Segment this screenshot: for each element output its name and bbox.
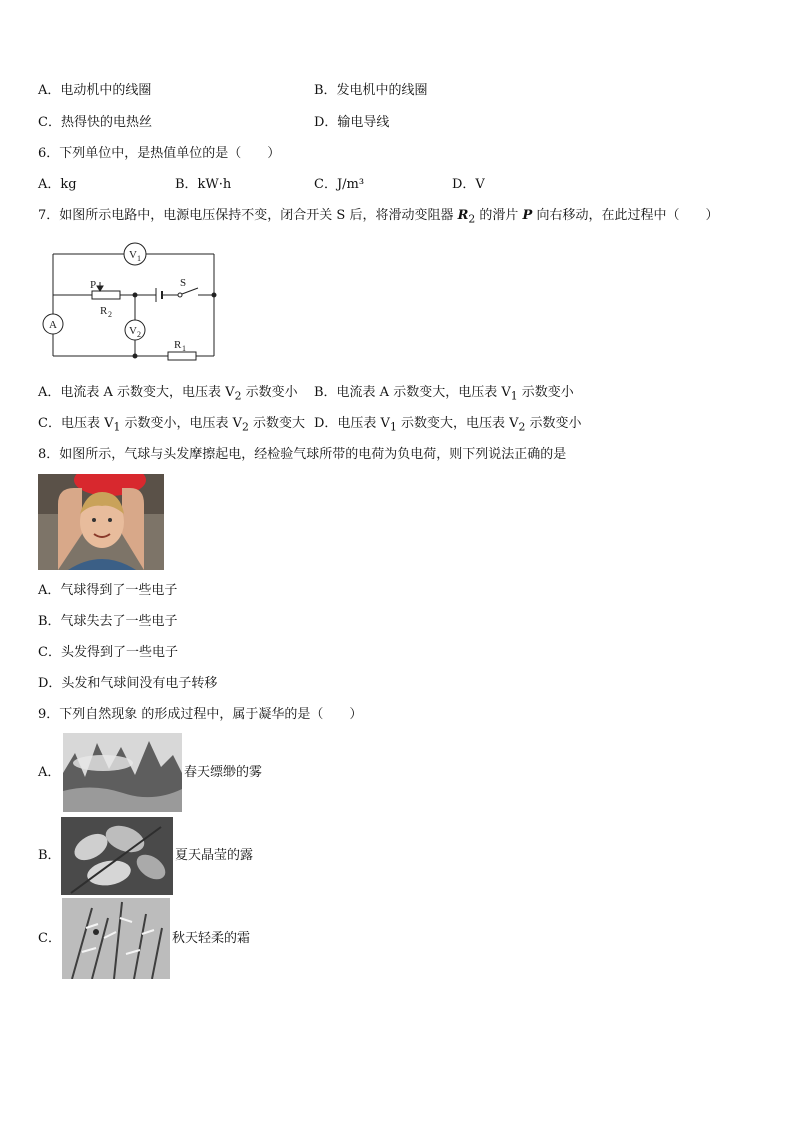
q7-option-a-sub: 2 <box>234 389 242 403</box>
v1-label: V <box>129 249 137 261</box>
q7-option-c-sub-1: 1 <box>113 420 121 434</box>
slider-arrow-icon <box>97 286 103 291</box>
bud-icon <box>93 929 99 935</box>
q7-option-c-part-2: 示数变小，电压表 V <box>120 416 243 431</box>
resistor-r1 <box>168 352 196 360</box>
q7-option-b-sub: 1 <box>510 389 518 403</box>
q5-option-a: A．电动机中的线圈 <box>38 83 152 98</box>
q7-option-b-part-2: 示数变小 <box>517 385 574 400</box>
q7-option-a-part-2: 示数变小 <box>241 385 298 400</box>
junction-right <box>212 293 216 297</box>
q9-option-a-letter: A． <box>38 765 61 780</box>
q7-stem-r: R <box>457 208 469 223</box>
r1-label: R <box>174 339 182 351</box>
q7-option-d-sub-2: 2 <box>518 420 526 434</box>
q9-option-c-text: 秋天轻柔的霜 <box>172 931 251 946</box>
right-eye-icon <box>108 518 112 522</box>
r1-label-sub: 1 <box>182 344 186 353</box>
q7-stem-r-sub: 2 <box>468 212 476 226</box>
q5-option-d: D．输电导线 <box>314 115 390 130</box>
q7-option-c <box>38 415 305 437</box>
q9-option-c-letter: C． <box>38 931 61 946</box>
q6-option-d: D．V <box>452 177 485 192</box>
q9-fog-photo <box>63 733 182 812</box>
ammeter-label: A <box>49 319 57 331</box>
q7-option-c-sub-2: 2 <box>242 420 249 434</box>
q7-option-b-part-1: B．电流表 A 示数变大，电压表 V <box>314 385 511 400</box>
q5-option-b: B．发电机中的线圈 <box>314 83 428 98</box>
q7-option-a-part-1: A．电流表 A 示数变大，电压表 V <box>38 385 235 400</box>
q8-option-d: D．头发和气球间没有电子转移 <box>38 676 218 691</box>
r2-label: R <box>100 305 108 317</box>
switch-pivot <box>178 293 182 297</box>
q7-stem-part-1: 7．如图所示电路中，电源电压保持不变，闭合开关 S 后，将滑动变阻器 <box>38 208 458 223</box>
left-eye-icon <box>92 518 96 522</box>
q8-option-b: B．气球失去了一些电子 <box>38 614 178 629</box>
q9-option-b-text: 夏天晶莹的露 <box>175 848 254 863</box>
q7-option-d-part-2: 示数变大，电压表 V <box>396 416 519 431</box>
q6-option-b: B．kW·h <box>175 177 232 192</box>
q7-option-b <box>314 384 574 406</box>
q7-option-c-part-1: C．电压表 V <box>38 416 114 431</box>
q6-option-a: A．kg <box>38 177 77 192</box>
q5-option-c: C．热得快的电热丝 <box>38 115 152 130</box>
q8-option-c: C．头发得到了一些电子 <box>38 645 178 660</box>
resistor-r2 <box>92 291 120 299</box>
q9-frost-photo <box>62 898 170 979</box>
junction-bottom <box>133 354 137 358</box>
q7-stem-p: P <box>522 208 533 223</box>
r2-label-sub: 2 <box>108 310 112 319</box>
q9-stem: 9．下列自然现象 的形成过程中，属于凝华的是（ ） <box>38 707 363 722</box>
q7-stem <box>38 207 718 229</box>
switch-label: S <box>180 277 187 289</box>
slider-label: P <box>90 279 97 291</box>
q9-dew-photo <box>61 817 173 895</box>
q8-option-a: A．气球得到了一些电子 <box>38 583 178 598</box>
v2-label-sub: 2 <box>137 330 141 339</box>
q7-stem-part-3: 向右移动，在此过程中（ ） <box>532 208 719 223</box>
q7-option-c-part-3: 示数变大 <box>248 416 306 431</box>
v2-label: V <box>129 325 137 337</box>
q9-option-b-letter: B． <box>38 848 61 863</box>
q7-stem-part-2: 的滑片 <box>475 208 523 223</box>
q6-stem: 6．下列单位中，是热值单位的是（ ） <box>38 146 281 161</box>
q7-option-a <box>38 384 298 406</box>
q7-option-d-part-3: 示数变小 <box>525 416 582 431</box>
q7-option-d-part-1: D．电压表 V <box>314 416 390 431</box>
q9-option-a-text: 春天缥缈的雾 <box>184 765 263 780</box>
v1-label-sub: 1 <box>137 254 141 263</box>
q8-balloon-photo <box>38 474 164 570</box>
q8-stem: 8．如图所示，气球与头发摩擦起电，经检验气球所带的电荷为负电荷，则下列说法正确的是 <box>38 447 567 462</box>
q7-option-d-sub-1: 1 <box>389 420 397 434</box>
q6-option-c: C．J/m³ <box>314 177 365 192</box>
mist-cloud-icon <box>73 755 133 771</box>
q7-circuit-diagram <box>38 238 228 366</box>
q7-option-d <box>314 415 582 437</box>
